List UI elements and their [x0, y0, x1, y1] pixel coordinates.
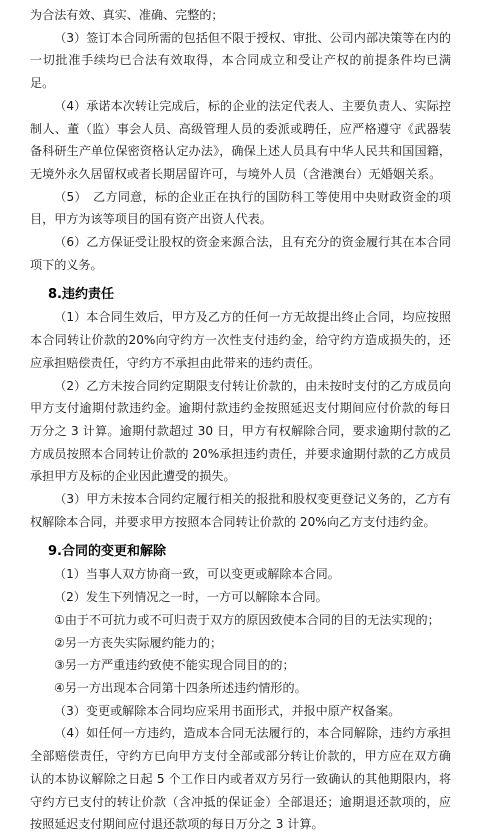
- section-8-clause-2: （2）乙方未按合同约定期限支付转让价款的，由未按时支付的乙方成员向甲方支付逾期付款违约金。逾期付款违约金按照延迟支付期间应付价款的每日万分之 3 计算。逾期付款超过 30 日，甲方有权解除合同，要求逾期付款的乙方成员按照本合同转让价款的 20%承担违约责任，并要求逾期付款的乙方成员承担甲方及标的企业因此遭受的损失。: [30, 378, 451, 484]
- section-8-heading: 8.违约责任: [48, 287, 114, 303]
- section-9-clause-4: （4）如任何一方违约，造成本合同无法履行的，本合同解除，违约方承担全部赔偿责任，守约方已向甲方支付全部或部分转让价款的，甲方应在双方确认的本协议解除之日起 5 个工作日内或者双方另行一致确认的其他期限内，将守约方已支付的转让价款（含冲抵的保证金）全部退还；逾期退还款项的，应按照延迟支付期间应付退还款项的每日万分之 3 计算。: [30, 726, 451, 832]
- section-9-subitem-2: ②另一方丧失实际履约能力的；: [54, 635, 223, 650]
- paragraph-continued: 为合法有效、真实、准确、完整的；: [30, 8, 224, 22]
- section-8-clause-3: （3）甲方未按本合同约定履行相关的报批和股权变更登记义务的，乙方有权解除本合同，并要求甲方按照本合同转让价款的 20%向乙方支付违约金。: [30, 492, 451, 529]
- section-9-item-1: （1）当事人双方协商一致，可以变更或解除本合同。: [54, 567, 340, 582]
- clause-5: （5） 乙方同意，标的企业正在执行的国防科工等使用中央财政资金的项目，甲方为该等项目的国有资产出资人代表。: [30, 189, 451, 227]
- clause-3: （3）签订本合同所需的包括但不限于授权、审批、公司内部决策等在内的一切批准手续均已合法有效取得，本合同成立和受让产权的前提条件均已满足。: [30, 30, 451, 91]
- section-9-heading: 9.合同的变更和解除: [48, 544, 166, 560]
- section-9-item-2: （2）发生下列情况之一时，一方可以解除本合同。: [54, 590, 328, 605]
- section-8-clause-1: （1）本合同生效后，甲方及乙方的任何一方无故提出终止合同，均应按照本合同转让价款的20%向守约方一次性支付违约金，给守约方造成损失的，还应承担赔偿责任，守约方不承担由此带来的违约责任。: [30, 310, 451, 370]
- clause-6: （6）乙方保证受让股权的资金来源合法，且有充分的资金履行其在本合同项下的义务。: [30, 235, 451, 272]
- section-9-subitem-4: ④另一方出现本合同第十四条所述违约情形的。: [54, 680, 307, 695]
- section-9-subitem-1: ①由于不可抗力或不可归责于双方的原因致使本合同的目的无法实现的；: [54, 612, 440, 627]
- clause-4: （4）承诺本次转让完成后，标的企业的法定代表人、主要负责人、实际控制人、董（监）事会人员、高级管理人员的委派或聘任，应严格遵守《武器装备科研生产单位保密资格认定办法》，确保上述人员具有中华人民共和国国籍，无境外永久居留权或者长期居留许可，与境外人员（含港澳台）无婚姻关系。: [30, 98, 451, 181]
- section-9-item-3: （3）变更或解除本合同均应采用书面形式，并报中原产权备案。: [54, 703, 401, 718]
- section-9-subitem-3: ③另一方严重违约致使不能实现合同目的的；: [54, 658, 295, 673]
